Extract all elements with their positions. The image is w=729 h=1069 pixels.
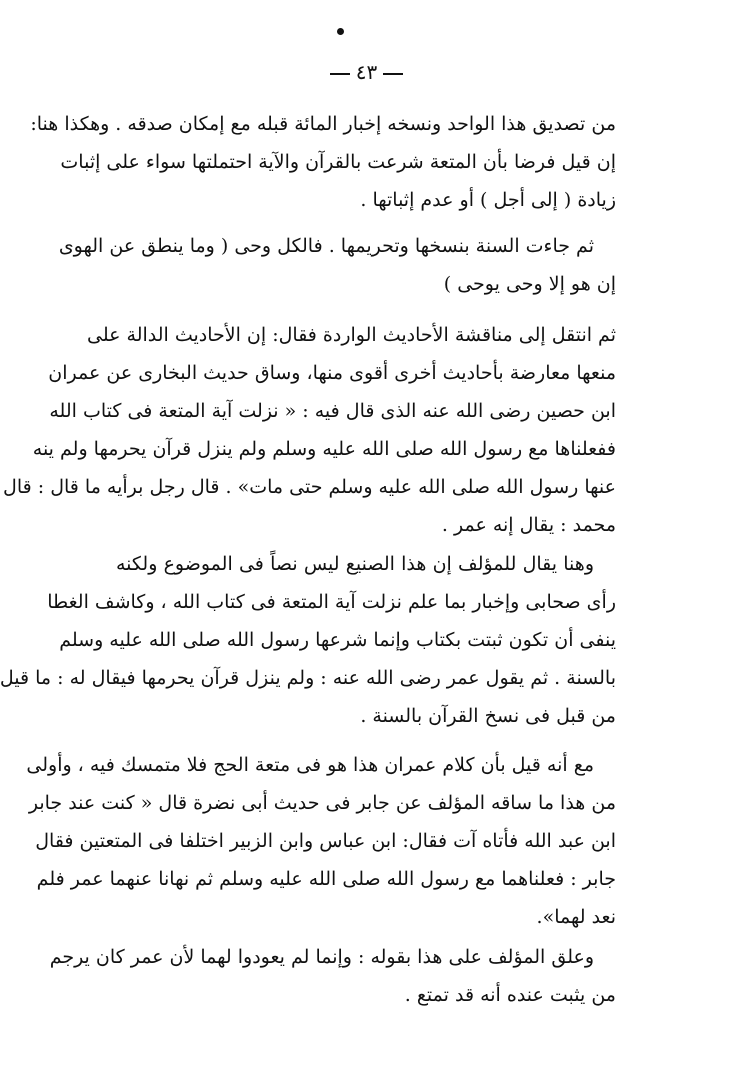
paragraph-line: منعها معارضة بأحاديث أخرى أقوى منها، وساق حديث البخارى عن عمران: [48, 362, 616, 384]
paragraph-line: من قبل فى نسخ القرآن بالسنة .: [360, 705, 616, 727]
paragraph-line: رأى صحابى وإخبار بما علم نزلت آية المتعة فى كتاب الله ، وكاشف الغطا: [47, 591, 616, 613]
paragraph-4: [0, 545, 616, 735]
paragraph-line: مع أنه قيل بأن كلام عمران هذا هو فى متعة الحج فلا متمسك فيه ، وأولى: [26, 754, 594, 776]
paragraph-line: ثم انتقل إلى مناقشة الأحاديث الواردة فقال: إن الأحاديث الدالة على: [87, 324, 616, 346]
paragraph-line: ثم جاءت السنة بنسخها وتحريمها . فالكل وحى ( وما ينطق عن الهوى: [58, 235, 594, 257]
paragraph-line: ابن عبد الله فأتاه آت فقال: ابن عباس وابن الزبير اختلفا فى المتعتين فقال: [35, 830, 616, 852]
paragraph-line: ينفى أن تكون ثبتت بكتاب وإنما شرعها رسول الله صلى الله عليه وسلم: [59, 629, 616, 651]
paragraph-2: [58, 227, 616, 303]
page-number: [4, 60, 729, 84]
top-dot-mark: [337, 28, 344, 35]
paragraph-line: من يثبت عنده أنه قد تمتع .: [404, 984, 616, 1006]
paragraph-line: ابن حصين رضى الله عنه الذى قال فيه : « نزلت آية المتعة فى كتاب الله: [49, 400, 616, 422]
paragraph-6: [49, 938, 616, 1014]
paragraph-line: بالسنة . ثم يقول عمر رضى الله عنه : ولم ينزل قرآن يحرمها فيقال له : ما قيل: [0, 667, 616, 689]
paragraph-line: إن هو إلا وحى يوحى ): [443, 273, 616, 295]
paragraph-line: نعد لهما».: [536, 906, 616, 928]
paragraph-line: وعلق المؤلف على هذا بقوله : وإنما لم يعودوا لهما لأن عمر كان يرجم: [49, 946, 594, 968]
paragraph-line: وهنا يقال للمؤلف إن هذا الصنيع ليس نصاً فى الموضوع ولكنه: [116, 553, 594, 575]
paragraph-line: من هذا ما ساقه المؤلف عن جابر فى حديث أبى نضرة قال « كنت عند جابر: [28, 792, 616, 814]
paragraph-line: ففعلناها مع رسول الله صلى الله عليه وسلم ولم ينزل قرآن يحرمها ولم ينه: [32, 438, 616, 460]
page-number-text: ٤٣: [355, 60, 378, 84]
paragraph-5: [26, 746, 616, 936]
paragraph-3: [3, 316, 616, 544]
paragraph-1: [30, 105, 616, 219]
paragraph-line: جابر : فعلناهما مع رسول الله صلى الله عليه وسلم ثم نهانا عنهما عمر فلم: [36, 868, 616, 890]
paragraph-line: محمد : يقال إنه عمر .: [441, 514, 616, 536]
paragraph-line: عنها رسول الله صلى الله عليه وسلم حتى مات» . قال رجل برأيه ما قال : قال: [3, 476, 616, 498]
page-number-dash-left: [330, 73, 350, 75]
paragraph-line: زيادة ( إلى أجل ) أو عدم إثباتها .: [360, 189, 616, 211]
paragraph-line: إن قيل فرضا بأن المتعة شرعت بالقرآن والآية احتملتها سواء على إثبات: [60, 151, 616, 173]
page-number-dash-right: [383, 73, 403, 75]
paragraph-line: من تصديق هذا الواحد ونسخه إخبار المائة قبله مع إمكان صدقه . وهكذا هنا:: [30, 113, 616, 135]
